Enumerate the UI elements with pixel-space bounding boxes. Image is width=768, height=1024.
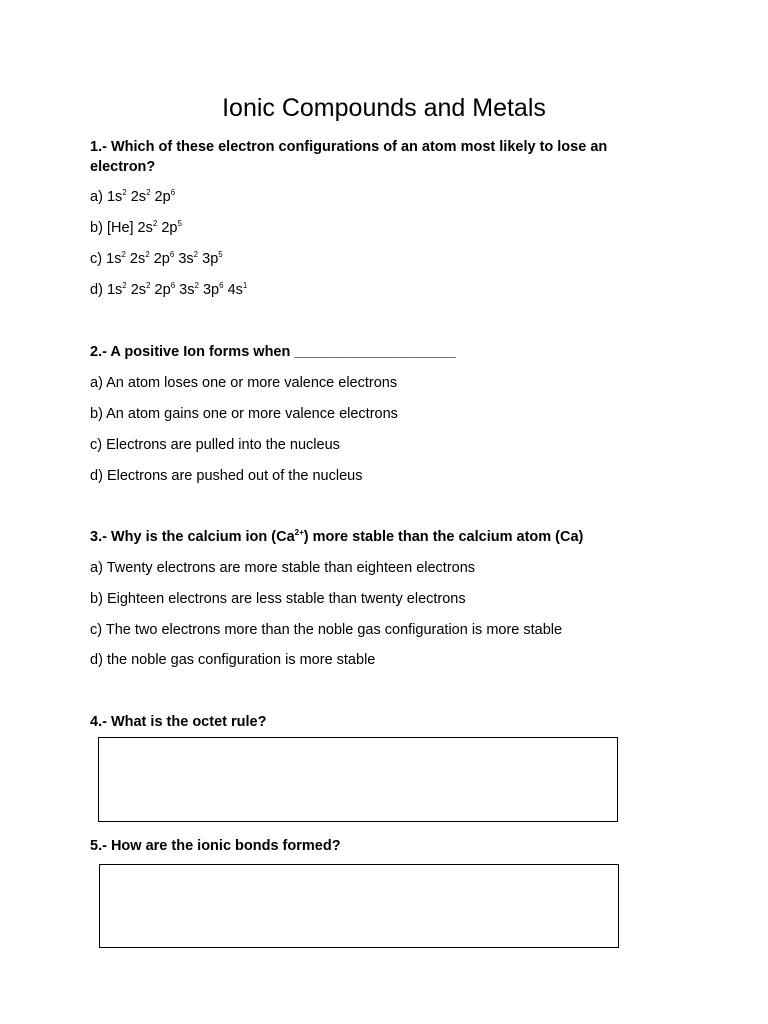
q3-option-a[interactable]: a) Twenty electrons are more stable than eighteen electrons (90, 560, 476, 576)
question-number: 1.- (90, 139, 107, 155)
question-4 (90, 712, 650, 732)
question-5 (90, 836, 650, 856)
q1-option-a[interactable]: a) $1s^2$ $2s^2$ $2p^6$ (90, 188, 176, 205)
q2-option-a[interactable]: a) An atom loses one or more valence electrons (90, 375, 398, 391)
answer-box-q5[interactable] (99, 864, 619, 948)
q3-option-d[interactable]: d) the noble gas configuration is more stable (90, 652, 376, 668)
q1-option-b[interactable]: b) [He] $2s^2$ $2p^5$ (90, 219, 182, 236)
question-text: A positive Ion forms when ____________________ (110, 344, 456, 360)
question-1 (90, 137, 650, 177)
question-3: 3.- Why is the calcium ion $(Ca^{2+})$ more stable than the calcium atom (Ca) (90, 528, 584, 545)
q1-option-d[interactable]: d) $1s^2$ $2s^2$ $2p^6$ $3s^2$ $3p^6$ $4s^1$ (90, 281, 248, 298)
question-number: 3.- (90, 529, 107, 545)
q3-option-b[interactable]: b) Eighteen electrons are less stable than twenty electrons (90, 591, 466, 607)
answer-box-q4[interactable] (98, 737, 618, 822)
question-number: 2.- (90, 344, 107, 360)
q1-option-c[interactable]: c) $1s^2$ $2s^2$ $2p^6$ $3s^2$ $3p^5$ (90, 250, 223, 267)
page-title: Ionic Compounds and Metals (222, 94, 546, 122)
question-number: 5.- (90, 838, 107, 854)
question-number: 4.- (90, 714, 107, 730)
question-text: Which of these electron configurations of an atom most likely to lose an electron? (90, 139, 608, 175)
q2-option-b[interactable]: b) An atom gains one or more valence electrons (90, 406, 398, 422)
question-2 (90, 342, 650, 362)
q3-option-c[interactable]: c) The two electrons more than the noble gas configuration is more stable (90, 622, 563, 638)
question-text: What is the octet rule? (110, 714, 267, 730)
q2-option-c[interactable]: c) Electrons are pulled into the nucleus (90, 437, 340, 453)
question-text: How are the ionic bonds formed? (110, 838, 341, 854)
q2-option-d[interactable]: d) Electrons are pushed out of the nucleus (90, 468, 363, 484)
